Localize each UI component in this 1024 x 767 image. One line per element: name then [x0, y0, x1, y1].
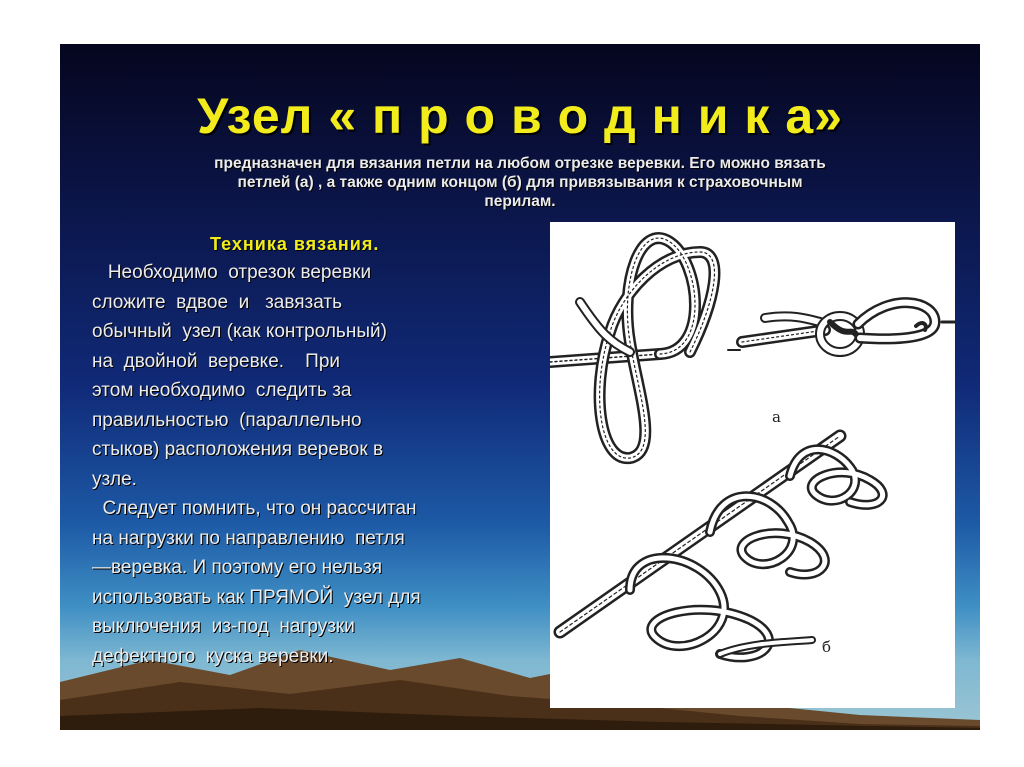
- body-line: дефектного куска веревки.: [92, 645, 334, 667]
- slide-title: Узел « п р о в о д н и к а»: [197, 88, 843, 144]
- body-line: выключения из-под нагрузки: [92, 616, 355, 637]
- slide: [60, 44, 980, 730]
- body-line: сложите вдвое и завязать: [92, 291, 342, 313]
- knot-a-tight: [728, 303, 955, 352]
- body-line: Необходимо отрезок веревки: [92, 262, 372, 283]
- body-line: правильностью (параллельно: [92, 409, 362, 431]
- knot-b-rope: [560, 436, 883, 657]
- knot-illustration: [550, 222, 955, 708]
- knot-drawing: [550, 222, 955, 708]
- body-line: использовать как ПРЯМОЙ узел для: [92, 586, 421, 608]
- body-line: узле.: [92, 468, 137, 490]
- label-a: а: [772, 408, 781, 426]
- body-line: этом необходимо следить за: [92, 380, 352, 401]
- subtitle-line: перилам.: [484, 193, 556, 210]
- subtitle-line: петлей (а) , а также одним концом (б) для привязывания к страховочным: [237, 174, 803, 191]
- body-line: стыков) расположения веревок в: [92, 439, 384, 460]
- body-line: на двойной веревке. При: [92, 350, 340, 372]
- knot-a-loop: [550, 238, 714, 458]
- technique-heading: Техника вязания.: [210, 234, 380, 254]
- subtitle-line: предназначен для вязания петли на любом отрезке веревки. Его можно вязать: [214, 155, 826, 172]
- slide-subtitle: [100, 154, 940, 211]
- body-text: [92, 258, 528, 671]
- body-line: —веревка. И поэтому его нельзя: [92, 557, 383, 578]
- body-line: Следует помнить, что он рассчитан: [92, 498, 417, 519]
- label-b: б: [822, 638, 832, 656]
- body-line: на нагрузки по направлению петля: [92, 527, 405, 549]
- body-line: обычный узел (как контрольный): [92, 321, 387, 342]
